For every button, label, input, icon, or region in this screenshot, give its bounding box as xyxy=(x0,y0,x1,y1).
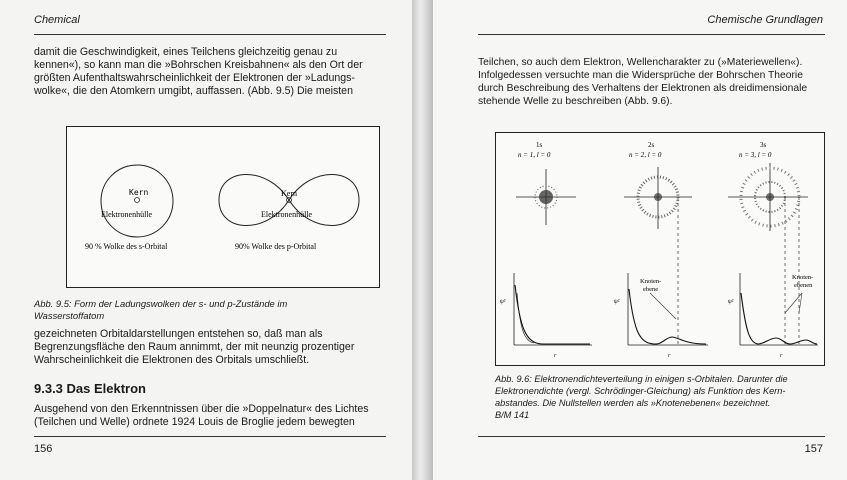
section-paragraph xyxy=(34,403,369,429)
left-body-paragraph xyxy=(34,328,354,367)
left-intro-paragraph xyxy=(34,46,363,98)
left-page-number: 156 xyxy=(34,443,53,455)
figure-9-5-caption xyxy=(34,298,287,322)
figure-9-6-caption xyxy=(495,373,788,421)
figure-9-6 xyxy=(495,132,825,366)
book-gutter xyxy=(412,0,433,480)
right-header-rule xyxy=(478,34,825,35)
orbital-1s-quantum: n = 1, l = 0 xyxy=(518,151,551,159)
text-line: Wahrscheinlichkeit die Elektronen des Orbitals umschließt. xyxy=(34,354,310,366)
right-page xyxy=(433,0,847,480)
text-line: damit die Geschwindigkeit, eines Teilchens gleichzeitig genau zu xyxy=(34,46,338,58)
orbital-2s-cloud xyxy=(624,167,692,229)
right-footer-rule xyxy=(478,436,825,437)
orbital-3s-quantum: n = 3, l = 0 xyxy=(739,151,772,159)
orbital-3s-name: 3s xyxy=(760,141,767,149)
orbital-3s-cloud xyxy=(728,163,808,231)
caption-line: Abb. 9.6: Elektronendichteverteilung in einigen s-Orbitalen. Darunter die xyxy=(495,374,788,384)
psi-label-1s: ψ² xyxy=(500,299,506,305)
density-graph-1s xyxy=(514,273,592,345)
s-nucleus xyxy=(135,198,140,203)
node-label-3s-a: Knoten- xyxy=(792,274,814,281)
s-kern-label: Kern xyxy=(129,188,149,197)
node-label-2s-b: ebene xyxy=(643,286,659,293)
p-huelle-label: Elektronenhülle xyxy=(261,210,313,219)
figure-9-5 xyxy=(66,126,380,288)
r-label-2s: r xyxy=(668,353,671,359)
psi-label-2s: ψ² xyxy=(614,299,620,305)
orbital-1s-cloud xyxy=(516,169,576,225)
s-orbital-density-diagram xyxy=(496,133,824,365)
orbital-2s-quantum: n = 2, l = 0 xyxy=(629,151,662,159)
right-page-number: 157 xyxy=(804,443,823,455)
r-label-3s: r xyxy=(780,353,783,359)
text-line: Teilchen, so auch dem Elektron, Wellencharakter zu (»Materiewellen«). xyxy=(478,57,803,68)
p-orbital-label: 90% Wolke des p-Orbital xyxy=(235,242,317,251)
text-line: durch Beschreibung des Verhaltens der Elektronen als dreidimensionale xyxy=(478,83,808,94)
text-line: (Teilchen und Welle) ordnete 1924 Louis de Broglie jedem bewegten xyxy=(34,416,355,428)
text-line: Ausgehend von den Erkenntnissen über die »Doppelnatur« des Lichtes xyxy=(34,403,369,415)
psi-label-3s: ψ² xyxy=(728,299,734,305)
orbital-shapes-diagram xyxy=(67,127,379,287)
p-kern-label: Kern xyxy=(281,189,297,198)
section-heading: 9.3.3 Das Elektron xyxy=(34,381,146,396)
r-label-1s: r xyxy=(554,353,557,359)
caption-line: B/M 141 xyxy=(495,410,530,420)
s-orbital-boundary xyxy=(101,165,173,237)
text-line: Infolgedessen versuchte man die Widersprüche der Bohrschen Theorie xyxy=(478,70,803,81)
text-line: größten Aufenthaltswahrscheinlichkeit der Elektronen der »Ladungs- xyxy=(34,72,355,84)
left-header: Chemical xyxy=(34,14,80,26)
text-line: kennen«), so kann man die »Bohrschen Kreisbahnen« als den Ort der xyxy=(34,59,363,71)
caption-line: abstandes. Die Nullstellen werden als »Knotenebenen« bezeichnet. xyxy=(495,398,771,408)
text-line: stehende Welle zu beschreiben (Abb. 9.6). xyxy=(478,96,673,107)
text-line: Begrenzungsfläche den Raum annimmt, der mit neunzig prozentiger xyxy=(34,341,355,353)
right-header: Chemische Grundlagen xyxy=(707,14,823,26)
s-huelle-label: Elektronenhülle xyxy=(101,210,153,219)
node-pointer-2s xyxy=(650,293,676,319)
node-label-2s-a: Knoten- xyxy=(640,278,662,285)
right-intro-paragraph xyxy=(478,56,807,108)
node-label-3s-b: ebenen xyxy=(794,282,813,289)
orbital-2s-name: 2s xyxy=(648,141,655,149)
left-header-rule xyxy=(34,34,386,35)
caption-line: Abb. 9.5: Form der Ladungswolken der s- und p-Zustände im xyxy=(34,298,288,309)
caption-line: Wasserstoffatom xyxy=(34,310,105,321)
text-line: wolke«, die den Atomkern umgibt, auffassen. (Abb. 9.5) Die meisten xyxy=(34,85,353,97)
left-page xyxy=(0,0,412,480)
caption-line: Elektronendichte (vergl. Schrödinger-Gleichung) als Funktion des Kern- xyxy=(495,386,786,396)
orbital-1s-name: 1s xyxy=(536,141,543,149)
left-footer-rule xyxy=(34,436,386,437)
s-orbital-label: 90 % Wolke des s-Orbital xyxy=(85,242,168,251)
text-line: gezeichneten Orbitaldarstellungen entstehen so, daß man als xyxy=(34,328,323,340)
